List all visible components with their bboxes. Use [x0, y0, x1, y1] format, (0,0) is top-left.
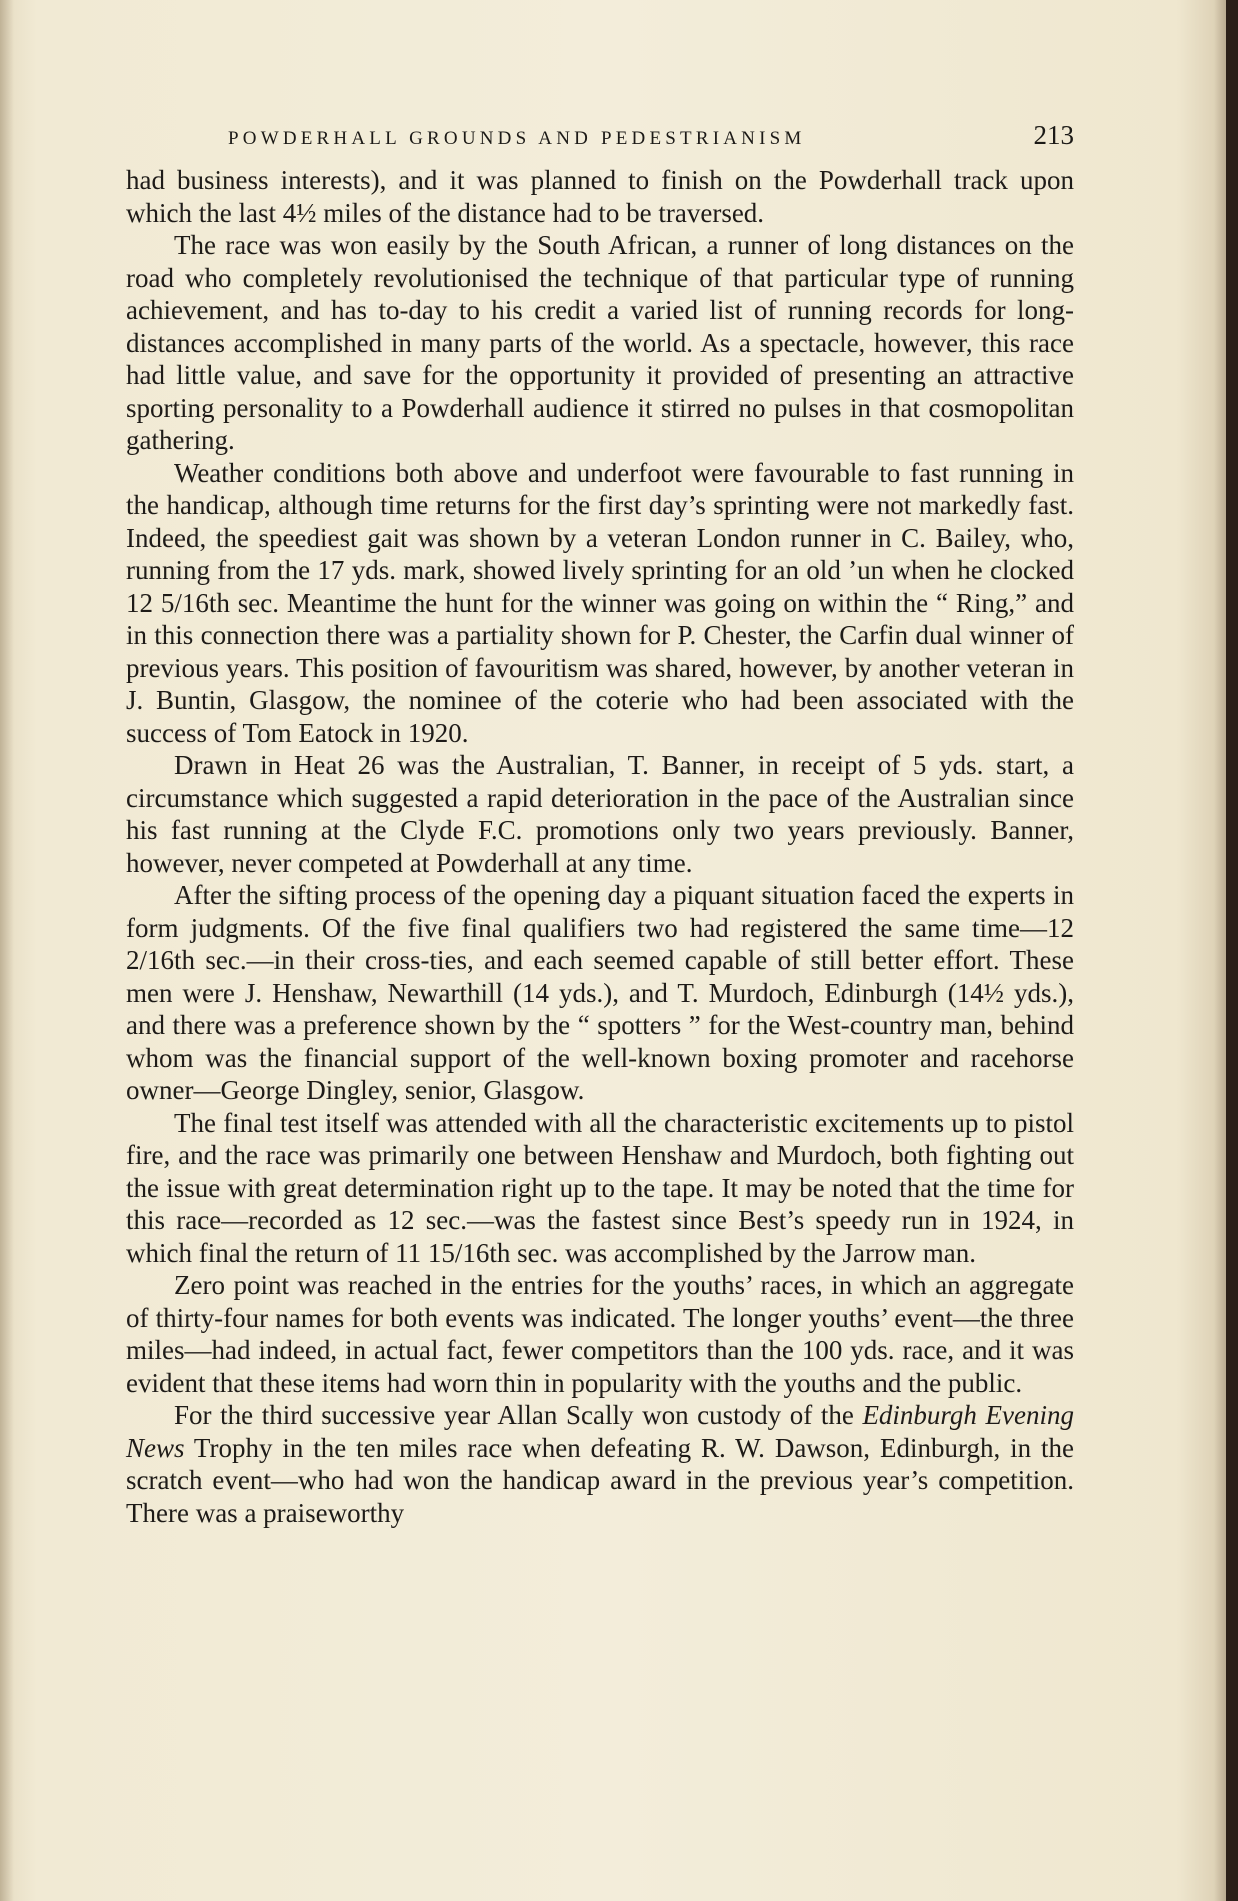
- paragraph: [126, 1399, 1074, 1529]
- running-title: POWDERHALL GROUNDS AND PEDESTRIANISM: [228, 128, 806, 149]
- body-text: [126, 164, 1074, 1529]
- page-edge: [1214, 0, 1226, 1901]
- paragraph-text: Trophy in the ten miles race when defeating R. W. Dawson, Edinburgh, in the scratch event—who had won the handicap award in the previous year’s competition. There was a praiseworthy: [126, 1432, 1074, 1528]
- spine-shadow: [0, 0, 14, 1901]
- paragraph: The final test itself was attended with all the characteristic excitements up to pistol fire, and the race was primarily one between Henshaw and Murdoch, both fighting out the issue with great determination right up to the tape. It may be noted that the time for this race—recorded as 12 sec.—was the fastest since Best’s speedy run in 1924, in which final the return of 11 15/16th sec. was accomplished by the Jarrow man.: [126, 1107, 1074, 1268]
- paragraph: Weather conditions both above and underfoot were favourable to fast running in the handicap, although time returns for the first day’s sprinting were not markedly fast. Indeed, the speediest gait was shown by a veteran London runner in C. Bailey, who, running from the 17 yds. mark, showed lively sprinting for an old ’un when he clocked 12 5/16th sec. Meantime the hunt for the winner was going on within the “ Ring,” and in this connection there was a partiality shown for P. Chester, the Carfin dual winner of previous years. This position of favouritism was shared, however, by another veteran in J. Buntin, Glasgow, the nominee of the coterie who had been associated with the success of Tom Eatock in 1920.: [126, 457, 1074, 748]
- page-header: [228, 120, 1074, 160]
- newspaper-title: Edinburgh Evening News: [126, 1400, 1074, 1463]
- page-number: 213: [1033, 120, 1074, 150]
- paragraph-text: For the third successive year Allan Scally won custody of the: [174, 1400, 863, 1430]
- paragraph: had business interests), and it was planned to finish on the Powderhall track upon which the last 4½ miles of the distance had to be traversed.: [126, 165, 1074, 228]
- paragraph: Zero point was reached in the entries for the youths’ races, in which an aggregate of thirty-four names for both events was indicated. The longer youths’ event—the three miles—had indeed, in actual fact, fewer competitors than the 100 yds. race, and it was evident that these items had worn thin in popularity with the youths and the public.: [126, 1270, 1074, 1398]
- paragraph: The race was won easily by the South African, a runner of long distances on the road who completely revolutionised the technique of that particular type of running achievement, and has to-day to his credit a varied list of running records for long-distances accomplished in many parts of the world. As a spectacle, however, this race had little value, and save for the opportunity it provided of presenting an attractive sporting personality to a Powderhall audience it stirred no pulses in that cosmopolitan gathering.: [126, 230, 1074, 455]
- paragraph: After the sifting process of the opening day a piquant situation faced the experts in form judgments. Of the five final qualifiers two had registered the same time—12 2/16th sec.—in their cross-ties, and each seemed capable of still better effort. These men were J. Henshaw, Newarthill (14 yds.), and T. Murdoch, Edinburgh (14½ yds.), and there was a preference shown by the “ spotters ” for the West-country man, behind whom was the financial support of the well-known boxing promoter and racehorse owner—George Dingley, senior, Glasgow.: [126, 880, 1074, 1105]
- paragraph: Drawn in Heat 26 was the Australian, T. Banner, in receipt of 5 yds. start, a circumstance which suggested a rapid deterioration in the pace of the Australian since his fast running at the Clyde F.C. promotions only two years previously. Banner, however, never competed at Powderhall at any time.: [126, 750, 1074, 878]
